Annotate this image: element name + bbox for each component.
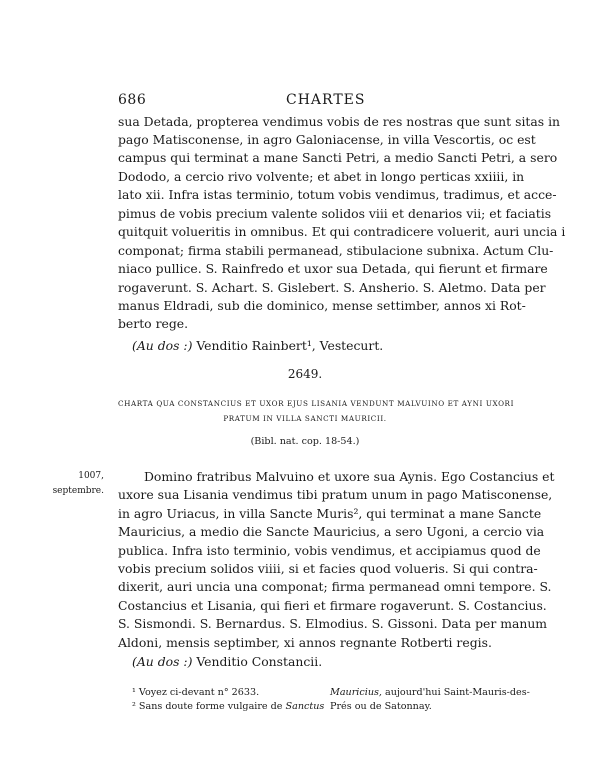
text-line: sua Detada, propterea vendimus vobis de res nostras que sunt sitas in: [118, 114, 561, 129]
text-line: Mauricius, a medio die Sancte Mauricius, a sero Ugoni, a cercio via: [118, 524, 545, 539]
text-line: campus qui terminat a mane Sancti Petri, a medio Sancti Petri, a sero: [118, 150, 558, 165]
charter-source: (Bibl. nat. cop. 18-54.): [250, 436, 360, 447]
footnote-2: [132, 701, 324, 712]
text-line: publica. Infra isto terminio, vobis vendimus, et accipiamus quod de: [118, 543, 541, 558]
text-line: componat; firma stabili permanead, stibulacione subnixa. Actum Clu-: [118, 243, 554, 258]
charter-heading-line-2: PRATUM IN VILLA SANCTI MAURICII.: [223, 414, 387, 423]
text-line: manus Eldradi, sub die dominico, mense settimber, annos xi Rot-: [118, 298, 526, 313]
text-line: Domino fratribus Malvuino et uxore sua Aynis. Ego Costancius et: [144, 469, 555, 484]
footnote-1: ¹ Voyez ci-devant n° 2633.: [132, 687, 260, 698]
running-title: CHARTES: [286, 92, 366, 108]
text-line: pimus de vobis precium valente solidos viii et denarios vii; et faciatis: [118, 206, 552, 221]
text-line: uxore sua Lisania vendimus tibi pratum unum in pago Matisconense,: [118, 487, 553, 502]
page-number: 686: [118, 92, 147, 108]
footnote-2-italic: Sanctus: [285, 701, 325, 712]
text-line: in agro Uriacus, in villa Sancte Muris², qui terminat a mane Sancte: [118, 506, 542, 521]
text-line: Costancius et Lisania, qui fieri et firmare rogaverunt. S. Costancius.: [118, 598, 547, 613]
text-line: berto rege.: [118, 316, 189, 331]
footnote-2-continuation-line-1: [330, 687, 530, 698]
endorsement-text: Venditio Constancii.: [196, 654, 323, 669]
text-line: dixerit, auri uncia una componat; firma permanead omni tempore. S.: [118, 579, 552, 594]
endorsement-label: (Au dos :): [132, 654, 193, 669]
endorsement: [132, 337, 383, 355]
charter-heading-line-1: CHARTA QUA CONSTANCIUS ET UXOR EJUS LISANIA VENDUNT MALVUINO ET AYNI UXORI: [118, 399, 515, 408]
text-line: rogaverunt. S. Achart. S. Gislebert. S. Ansherio. S. Aletmo. Data per: [118, 280, 546, 295]
text-line: Aldoni, mensis septimber, xi annos regnante Rotberti regis.: [118, 635, 492, 650]
footnote-italic-term: Mauricius,: [330, 687, 382, 698]
endorsement-label: (Au dos :): [132, 338, 193, 353]
margin-date-month: septembre.: [52, 486, 104, 496]
text-line: S. Sismondi. S. Bernardus. S. Elmodius. S. Gissoni. Data per manum: [118, 616, 548, 631]
text-line: vobis precium solidos viiii, si et facies quod volueris. Si qui contra-: [118, 561, 538, 576]
text-line: niaco pullice. S. Rainfredo et uxor sua Detada, qui fierunt et firmare: [118, 261, 548, 276]
footnote-2-continuation-line-2: Prés ou de Satonnay.: [330, 701, 432, 712]
footnote-continuation-text: aujourd'hui Saint-Mauris-des-: [385, 687, 530, 698]
text-line: quitquit volueritis in omnibus. Et qui contradicere voluerit, auri uncia i: [118, 224, 566, 239]
endorsement: [132, 653, 322, 671]
footnote-2-text: ² Sans doute forme vulgaire de: [132, 701, 283, 712]
text-line: pago Matisconense, in agro Galoniacense, in villa Vescortis, oc est: [118, 132, 536, 147]
text-line: lato xii. Infra istas terminio, totum vobis vendimus, tradimus, et acce-: [118, 187, 557, 202]
charter-number: 2649.: [287, 367, 323, 381]
margin-date-year: 1007,: [78, 471, 104, 481]
endorsement-text: Venditio Rainbert¹, Vestecurt.: [196, 338, 384, 353]
text-line: Dododo, a cercio rivo volvente; et abet in longo perticas xxiiii, in: [118, 169, 525, 184]
